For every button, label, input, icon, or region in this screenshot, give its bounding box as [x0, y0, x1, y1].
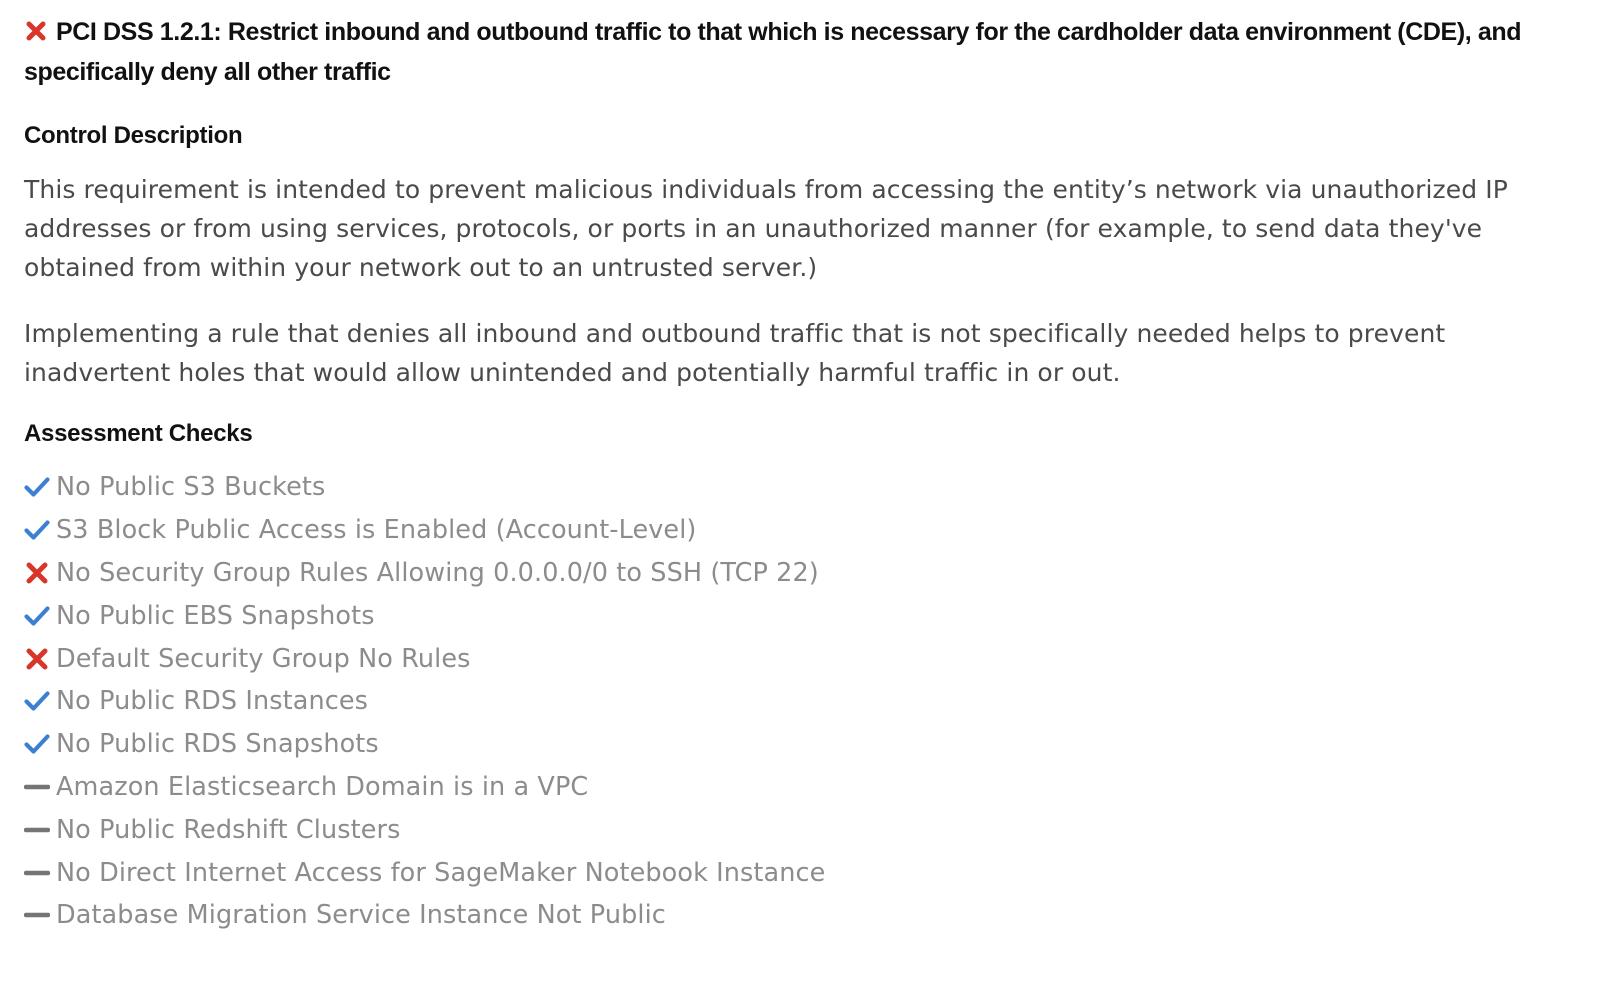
- control-title: [24, 12, 1594, 92]
- assessment-check-item: [24, 766, 1594, 809]
- check-label: No Security Group Rules Allowing 0.0.0.0/0 to SSH (TCP 22): [56, 557, 819, 588]
- assessment-checks-heading: Assessment Checks: [24, 420, 253, 447]
- assessment-check-item: [24, 594, 1594, 637]
- check-label: No Public RDS Instances: [56, 686, 369, 717]
- dash-icon: [24, 860, 50, 886]
- check-label: No Public RDS Snapshots: [56, 729, 379, 760]
- assessment-check-item: [24, 808, 1594, 851]
- dash-icon: [24, 774, 50, 800]
- check-label: No Public EBS Snapshots: [56, 600, 375, 631]
- check-label: No Public Redshift Clusters: [56, 814, 401, 845]
- check-label: Database Migration Service Instance Not Public: [56, 900, 666, 931]
- control-description-heading: Control Description: [24, 122, 243, 149]
- control-detail: [24, 12, 1594, 937]
- check-icon: [24, 474, 50, 500]
- check-label: No Direct Internet Access for SageMaker Notebook Instance: [56, 857, 826, 888]
- assessment-check-item: [24, 894, 1594, 937]
- assessment-check-item: [24, 637, 1594, 680]
- check-icon: [24, 688, 50, 714]
- assessment-check-item: [24, 466, 1594, 509]
- assessment-check-item: [24, 509, 1594, 552]
- check-icon: [24, 517, 50, 543]
- check-label: S3 Block Public Access is Enabled (Account-Level): [56, 515, 697, 546]
- assessment-check-item: [24, 851, 1594, 894]
- x-mark-icon: [24, 15, 48, 39]
- x-mark-icon: [24, 560, 50, 586]
- control-title-text: PCI DSS 1.2.1: Restrict inbound and outbound traffic to that which is necessary for the cardholder data environment (CDE), and specifically deny all other traffic: [24, 18, 1522, 86]
- assessment-check-item: [24, 723, 1594, 766]
- assessment-check-item: [24, 680, 1594, 723]
- check-label: Amazon Elasticsearch Domain is in a VPC: [56, 771, 589, 802]
- check-icon: [24, 731, 50, 757]
- x-mark-icon: [24, 646, 50, 672]
- description-paragraph: Implementing a rule that denies all inbound and outbound traffic that is not specifically needed helps to prevent inadvertent holes that would allow unintended and potentially harmful traffic in or out.: [24, 319, 1446, 387]
- check-label: Default Security Group No Rules: [56, 643, 471, 674]
- assessment-check-item: [24, 552, 1594, 595]
- description-paragraph: This requirement is intended to prevent malicious individuals from accessing the entity’s network via unauthorized IP addresses or from using services, protocols, or ports in an unauthorized manner (for example, to send data they've obtained from within your network out to an untrusted server.): [24, 175, 1508, 282]
- assessment-checks-list: [24, 466, 1594, 937]
- check-label: No Public S3 Buckets: [56, 472, 326, 503]
- dash-icon: [24, 902, 50, 928]
- check-icon: [24, 603, 50, 629]
- dash-icon: [24, 817, 50, 843]
